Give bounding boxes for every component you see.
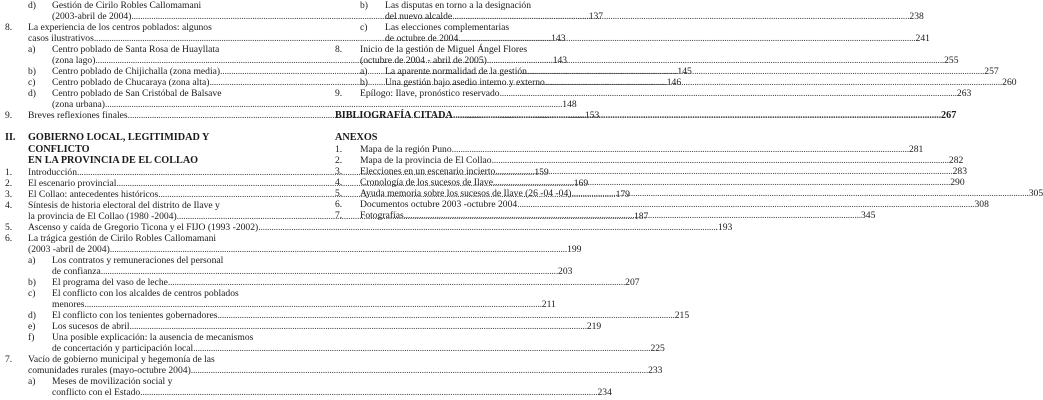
page-number: 290 <box>950 177 965 188</box>
entry-title-line: Mapa de la provincia de El Collao <box>360 155 492 166</box>
entry-title-line: Los contratos y remuneraciones del personal <box>52 254 224 266</box>
dot-leader <box>140 387 597 398</box>
dot-leader <box>168 277 625 288</box>
dot-leader <box>487 55 944 66</box>
toc-entry[interactable] <box>335 155 964 166</box>
dot-leader <box>217 310 674 321</box>
annexes-heading: ANEXOS <box>335 132 378 143</box>
page-number: 143 <box>551 33 566 44</box>
toc-entry[interactable] <box>5 353 663 376</box>
page-number: 179 <box>615 188 630 200</box>
entry-title-line: de octubre de 2004 <box>385 33 459 44</box>
toc-entry[interactable] <box>5 287 556 310</box>
page-number: 282 <box>948 155 964 166</box>
entry-marker: e) <box>28 320 36 332</box>
dot-leader <box>453 110 941 121</box>
page-number: 143 <box>552 55 568 66</box>
dot-leader <box>492 155 949 166</box>
entry-title-line: Epílogo: Ilave, pronóstico reservado <box>360 88 500 99</box>
page-number: 219 <box>586 320 602 332</box>
toc-section-heading <box>5 132 259 167</box>
page-number: 345 <box>860 210 876 221</box>
page-number: 260 <box>1002 77 1017 88</box>
entry-marker: 9. <box>335 88 343 99</box>
dot-leader <box>404 210 861 221</box>
entry-marker: 6. <box>5 232 13 244</box>
entry-marker: d) <box>28 88 36 99</box>
entry-title-line: Elecciones en un escenario incierto <box>360 166 496 177</box>
entry-marker: 5. <box>5 221 13 233</box>
entry-marker: 7. <box>5 353 13 365</box>
dot-leader <box>458 33 915 44</box>
entry-marker: b) <box>360 77 368 88</box>
dot-leader <box>101 266 558 277</box>
entry-marker: a) <box>28 375 36 387</box>
dot-leader <box>110 244 567 255</box>
page-number: 238 <box>909 11 924 22</box>
dot-leader <box>191 365 648 376</box>
toc-entry[interactable] <box>5 375 612 398</box>
entry-title-line: Los sucesos de abril <box>52 320 130 332</box>
page-number: 145 <box>677 66 692 77</box>
toc-entry[interactable] <box>5 232 582 255</box>
toc-entry[interactable] <box>5 254 573 277</box>
entry-title-line: La trágica gestión de Cirilo Robles Callomamani <box>28 232 217 244</box>
entry-title-line: Mapa de la región Puno <box>360 144 452 155</box>
entry-marker: 2. <box>335 155 343 166</box>
entry-title-line: Inicio de la gestión de Miguel Ángel Flores <box>360 44 528 55</box>
entry-title-line: Las disputas en torno a la designación <box>385 0 532 11</box>
dot-leader <box>130 321 587 332</box>
page-number: 199 <box>567 243 582 255</box>
entry-title-line: Ascenso y caída de Gregorio Ticona y el FIJO (1993 -2002) <box>28 221 259 233</box>
entry-marker: b) <box>360 0 368 11</box>
entry-title: BIBLIOGRAFÍA CITADA <box>335 110 453 121</box>
entry-title-line: Breves reflexiones finales <box>28 110 128 121</box>
entry-title-line: conflicto con el Estado <box>52 386 141 398</box>
entry-marker: 6. <box>335 199 343 210</box>
section-title-line: EN LA PROVINCIA DE EL COLLAO <box>28 155 199 166</box>
entry-title-line: El escenario provincial <box>28 177 117 189</box>
entry-marker: 5. <box>335 188 343 199</box>
section-title-line: GOBIERNO LOCAL, LEGITIMIDAD Y CONFLICTO <box>28 132 209 155</box>
entry-title-line: Una gestión bajo asedio interno y externo <box>385 77 545 88</box>
spacer <box>335 121 591 132</box>
toc-entry[interactable] <box>335 88 972 99</box>
entry-marker: 3. <box>335 166 343 177</box>
entry-title-line: Meses de movilización social y <box>52 375 173 387</box>
entry-marker: 1. <box>5 166 13 178</box>
toc-entry[interactable] <box>335 44 959 66</box>
entry-title-line: Centro poblado de Chijichalla (zona media) <box>52 66 221 77</box>
entry-title-line: Ayuda memoria sobre los sucesos de Ilave (26 -04 -04) <box>360 188 572 199</box>
toc-entry[interactable] <box>335 22 930 44</box>
entry-title-line: (2003-abril de 2004) <box>52 11 132 22</box>
dot-leader <box>517 199 974 210</box>
entry-marker: 8. <box>5 22 13 33</box>
spacer <box>5 121 259 132</box>
entry-title-line: del nuevo alcalde <box>385 11 453 22</box>
entry-title-line: comunidades rurales (mayo-octubre 2004) <box>28 364 191 376</box>
entry-marker: 2. <box>5 177 13 189</box>
entry-marker: d) <box>28 0 36 11</box>
entry-title-line: Síntesis de historia electoral del distrito de Ilave y <box>28 199 220 211</box>
entry-title-line: Fotografías <box>360 210 404 221</box>
dot-leader <box>85 299 542 310</box>
entry-title-line: (2003 -abril de 2004) <box>28 243 110 255</box>
entry-title-line: Vacío de gobierno municipal y hegemonía de las <box>28 353 215 365</box>
dot-leader <box>545 77 1002 88</box>
entry-title-line: El programa del vaso de leche <box>52 276 168 288</box>
page-number: 215 <box>674 309 690 321</box>
entry-title-line: (octubre de 2004 - abril de 2005) <box>360 55 487 66</box>
entry-title-line: Centro poblado de San Cristóbal de Balsave <box>52 88 222 99</box>
page-number: 159 <box>534 166 549 178</box>
entry-marker: d) <box>28 309 36 321</box>
toc-entry[interactable] <box>335 166 967 177</box>
entry-marker: 8. <box>335 44 343 55</box>
page-number: 233 <box>648 364 663 376</box>
toc-entry[interactable] <box>335 177 965 188</box>
entry-marker: b) <box>28 66 36 77</box>
section-number: II. <box>5 132 16 143</box>
entry-marker: a) <box>28 254 36 266</box>
entry-title-line: La experiencia de los centros poblados: algunos <box>28 22 212 33</box>
entry-title-line: Documentos octubre 2003 -octubre 2004 <box>360 199 518 210</box>
dot-leader <box>571 188 1028 199</box>
entry-title-line: Introducción <box>28 166 78 178</box>
entry-title-line: de confianza <box>52 265 101 277</box>
page-number: 169 <box>573 177 589 189</box>
dot-leader <box>527 66 984 77</box>
page-number: 234 <box>597 386 612 398</box>
entry-title-line: Centro poblado de Chucaraya (zona alta) <box>52 77 210 88</box>
toc-entry[interactable] <box>335 199 989 210</box>
entry-title-line: menores <box>52 298 85 310</box>
entry-marker: c) <box>360 22 368 33</box>
entry-title-line: La aparente normalidad de la gestión <box>385 66 527 77</box>
toc-entry[interactable] <box>5 331 665 354</box>
page-number: 211 <box>541 298 556 310</box>
page-number: 267 <box>941 110 957 121</box>
dot-leader <box>452 144 909 155</box>
entry-marker: a) <box>28 44 36 55</box>
entry-marker: f) <box>28 331 35 343</box>
entry-title-line: Gestión de Cirilo Robles Callomamani <box>52 0 202 11</box>
entry-marker: 7. <box>335 210 343 221</box>
entry-marker: 9. <box>5 110 13 121</box>
entry-title-line: (zona urbana) <box>52 99 105 110</box>
page-number: 281 <box>908 144 924 155</box>
page-number: 137 <box>588 11 604 22</box>
entry-title-line: Cronología de los sucesos de Ilave <box>360 177 493 188</box>
toc-entry[interactable] <box>5 276 640 288</box>
page-number: 225 <box>650 342 665 354</box>
toc-entry[interactable] <box>5 221 733 233</box>
page-number: 255 <box>944 55 959 66</box>
entry-title-line: Una posible explicación: la ausencia de mecanismos <box>52 331 254 343</box>
entry-title-line: la provincia de El Collao (1980 -2004) <box>28 210 177 222</box>
toc-entry[interactable] <box>335 144 924 155</box>
page-number: 305 <box>1028 188 1043 199</box>
entry-title-line: casos ilustrativos <box>28 33 94 44</box>
page-number: 148 <box>562 99 577 110</box>
page-number: 146 <box>666 77 682 88</box>
page-number: 187 <box>633 210 649 222</box>
entry-marker: b) <box>28 276 36 288</box>
entry-marker: c) <box>28 287 36 299</box>
spacer <box>335 99 591 110</box>
page-number: .193 <box>715 221 733 233</box>
entry-title-line: de concertación y participación local <box>52 342 194 354</box>
dot-leader <box>258 222 715 233</box>
page-number: 283 <box>952 166 967 177</box>
entry-title-line: Centro poblado de Santa Rosa de Huayllata <box>52 44 220 55</box>
entry-marker: 3. <box>5 188 13 200</box>
page-number: 308 <box>974 199 989 210</box>
page-number: 241 <box>915 33 930 44</box>
page-number: 257 <box>984 66 999 77</box>
dot-leader <box>452 11 909 22</box>
entry-marker: c) <box>28 77 36 88</box>
dot-leader <box>493 177 950 188</box>
entry-title-line: El conflicto con los tenientes gobernadores <box>52 309 218 321</box>
entry-marker: 4. <box>335 177 343 188</box>
page-number: 203 <box>558 265 573 277</box>
entry-marker: 1. <box>335 144 343 155</box>
entry-title-line: El conflicto con los alcaldes de centros poblados <box>52 287 239 299</box>
page-number: 263 <box>956 88 972 99</box>
entry-title-line: (zona lago) <box>52 55 96 66</box>
toc-entry[interactable] <box>5 309 690 321</box>
toc-entry[interactable] <box>5 320 602 332</box>
entry-title-line: El Collao: antecedentes históricos <box>28 188 159 200</box>
page-number: 153 <box>584 110 600 121</box>
dot-leader <box>495 166 952 177</box>
page-number: 207 <box>625 276 640 288</box>
dot-leader <box>193 343 650 354</box>
entry-title-line: Las elecciones complementarias <box>385 22 510 33</box>
entry-marker: a) <box>360 66 368 77</box>
dot-leader <box>500 88 957 99</box>
entry-marker: 4. <box>5 199 13 211</box>
